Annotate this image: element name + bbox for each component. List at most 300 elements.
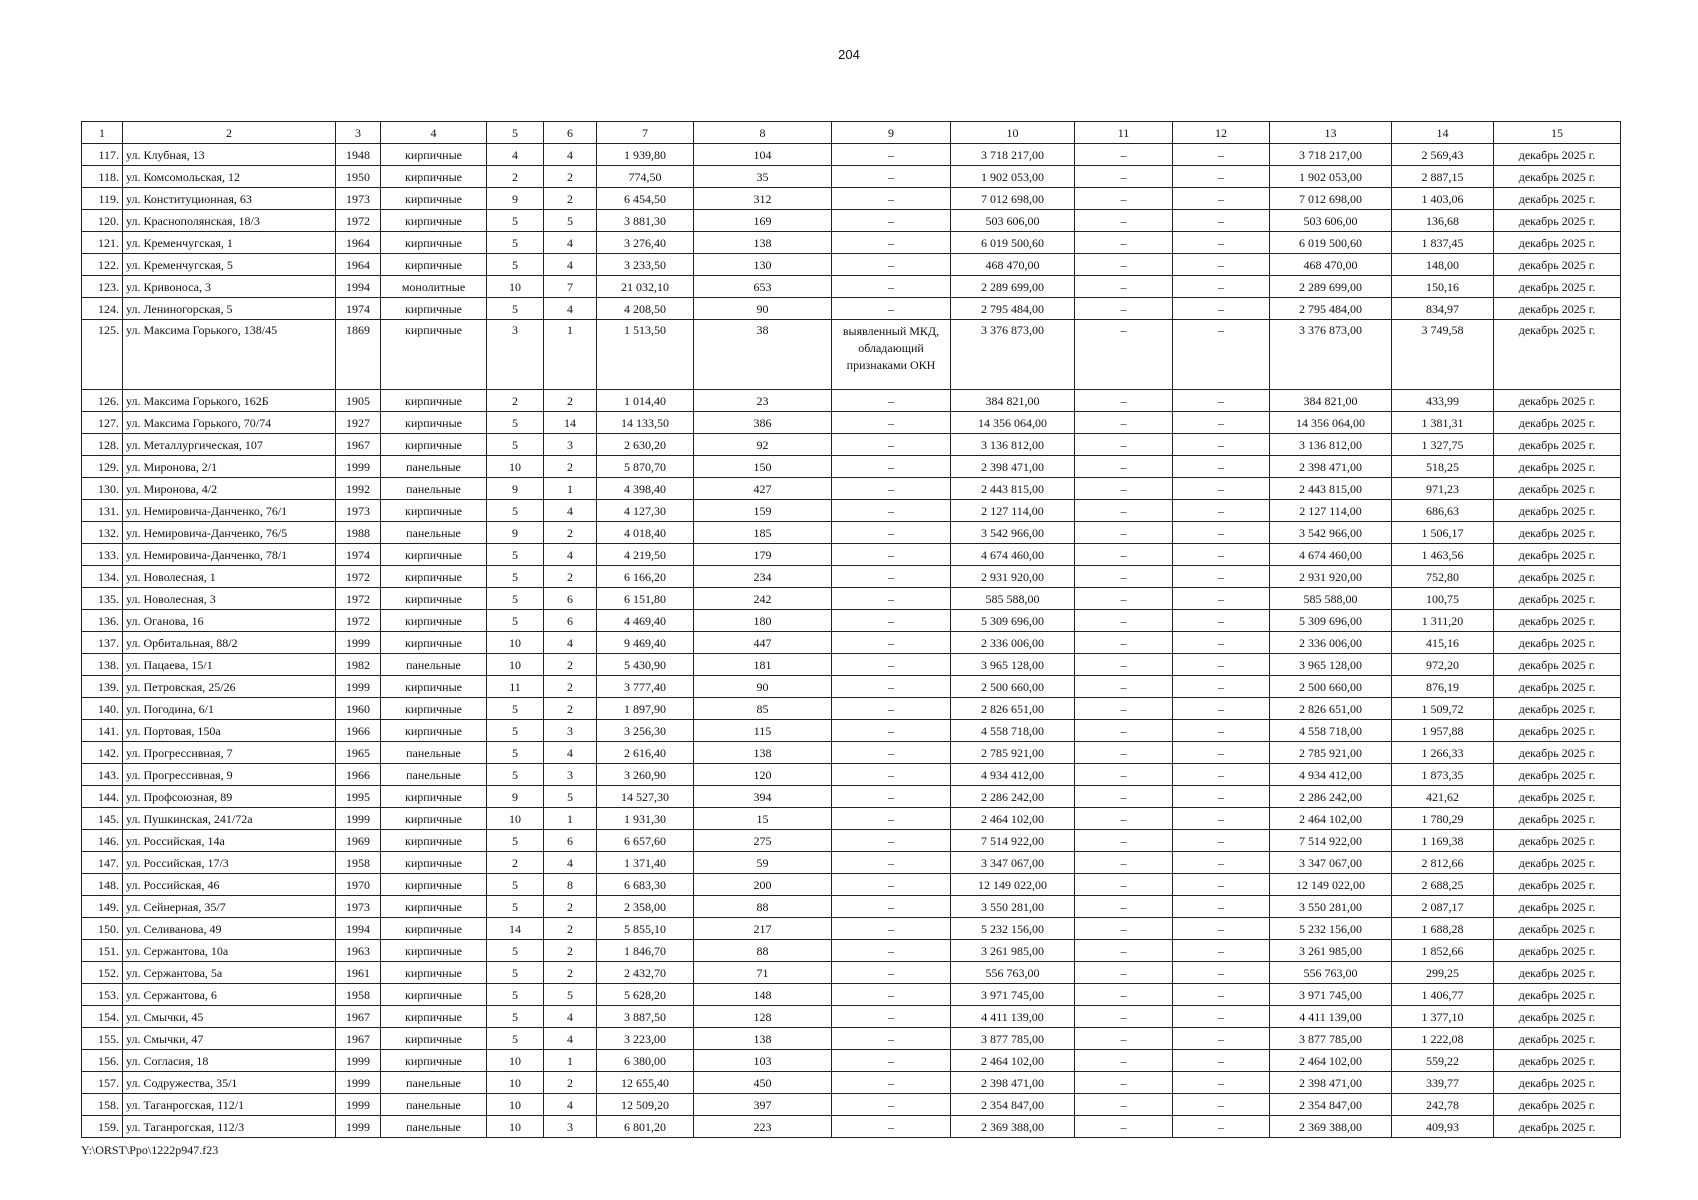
table-cell: 103 xyxy=(694,1050,832,1072)
table-cell: декабрь 2025 г. xyxy=(1494,1050,1621,1072)
table-row xyxy=(82,522,1621,544)
table-cell: панельные xyxy=(381,1094,487,1116)
table-cell: 3 718 217,00 xyxy=(951,144,1075,166)
table-cell: 5 xyxy=(487,764,544,786)
table-cell: ул. Содружества, 35/1 xyxy=(123,1072,336,1094)
table-cell: ул. Российская, 46 xyxy=(123,874,336,896)
column-number-header: 2 xyxy=(123,122,336,144)
table-cell: ул. Кривоноса, 3 xyxy=(123,276,336,298)
table-cell: 6 380,00 xyxy=(597,1050,694,1072)
table-cell: 3 223,00 xyxy=(597,1028,694,1050)
table-cell: 124. xyxy=(82,298,123,320)
table-cell: 148. xyxy=(82,874,123,896)
table-cell: – xyxy=(1173,412,1270,434)
table-cell: ул. Таганрогская, 112/3 xyxy=(123,1116,336,1138)
table-cell: 141. xyxy=(82,720,123,742)
table-cell: 4 558 718,00 xyxy=(951,720,1075,742)
table-cell: – xyxy=(832,676,951,698)
table-cell: 5 430,90 xyxy=(597,654,694,676)
table-cell: кирпичные xyxy=(381,940,487,962)
table-cell: выявленный МКД, обладающий признаками ОКН xyxy=(832,320,951,390)
table-cell: 5 xyxy=(487,720,544,742)
table-cell: ул. Новолесная, 3 xyxy=(123,588,336,610)
table-cell: – xyxy=(1075,320,1173,390)
table-cell: 559,22 xyxy=(1392,1050,1494,1072)
table-cell: 128 xyxy=(694,1006,832,1028)
table-cell: 2 785 921,00 xyxy=(1270,742,1392,764)
table-cell: декабрь 2025 г. xyxy=(1494,434,1621,456)
column-number-header: 1 xyxy=(82,122,123,144)
table-row xyxy=(82,676,1621,698)
table-cell: 150. xyxy=(82,918,123,940)
table-cell: 5 xyxy=(487,254,544,276)
table-cell: 415,16 xyxy=(1392,632,1494,654)
table-cell: 1969 xyxy=(336,830,381,852)
table-cell: – xyxy=(1075,720,1173,742)
table-cell: – xyxy=(832,1050,951,1072)
table-cell: – xyxy=(1075,298,1173,320)
table-cell: 2 785 921,00 xyxy=(951,742,1075,764)
table-cell: 120 xyxy=(694,764,832,786)
table-row xyxy=(82,720,1621,742)
table-cell: 2 xyxy=(544,566,597,588)
table-cell: – xyxy=(1173,940,1270,962)
table-cell: декабрь 2025 г. xyxy=(1494,610,1621,632)
table-cell: 3 136 812,00 xyxy=(1270,434,1392,456)
table-cell: 10 xyxy=(487,1094,544,1116)
table-cell: 117. xyxy=(82,144,123,166)
table-cell: 1958 xyxy=(336,852,381,874)
table-cell: 14 xyxy=(544,412,597,434)
table-cell: – xyxy=(1173,434,1270,456)
table-cell: 169 xyxy=(694,210,832,232)
table-cell: 1994 xyxy=(336,918,381,940)
table-cell: – xyxy=(1173,1050,1270,1072)
table-cell: 133. xyxy=(82,544,123,566)
table-cell: 1973 xyxy=(336,500,381,522)
table-cell: декабрь 2025 г. xyxy=(1494,918,1621,940)
table-cell: 10 xyxy=(487,456,544,478)
table-cell: – xyxy=(832,566,951,588)
table-cell: 2 826 651,00 xyxy=(1270,698,1392,720)
table-cell: декабрь 2025 г. xyxy=(1494,566,1621,588)
table-cell: 5 xyxy=(544,210,597,232)
table-cell: 3 877 785,00 xyxy=(1270,1028,1392,1050)
table-cell: 1927 xyxy=(336,412,381,434)
table-cell: 2 xyxy=(544,166,597,188)
table-cell: – xyxy=(832,1094,951,1116)
table-cell: – xyxy=(1075,188,1173,210)
table-cell: 180 xyxy=(694,610,832,632)
table-cell: кирпичные xyxy=(381,1028,487,1050)
table-cell: 2 xyxy=(487,390,544,412)
table-cell: 1 222,08 xyxy=(1392,1028,1494,1050)
table-cell: 2 286 242,00 xyxy=(1270,786,1392,808)
table-cell: 145. xyxy=(82,808,123,830)
table-cell: 140. xyxy=(82,698,123,720)
table-cell: – xyxy=(1173,610,1270,632)
table-cell: – xyxy=(1173,1094,1270,1116)
table-cell: – xyxy=(832,1006,951,1028)
table-cell: 1999 xyxy=(336,1050,381,1072)
table-cell: 14 356 064,00 xyxy=(951,412,1075,434)
table-cell: декабрь 2025 г. xyxy=(1494,896,1621,918)
table-cell: 7 514 922,00 xyxy=(1270,830,1392,852)
table-cell: 2 398 471,00 xyxy=(951,1072,1075,1094)
table-cell: 4 xyxy=(544,544,597,566)
table-cell: 3 xyxy=(544,764,597,786)
table-cell: – xyxy=(1075,254,1173,276)
table-cell: 152. xyxy=(82,962,123,984)
table-cell: 2 931 920,00 xyxy=(951,566,1075,588)
table-cell: 6 xyxy=(544,610,597,632)
table-cell: 5 870,70 xyxy=(597,456,694,478)
table-cell: 4 208,50 xyxy=(597,298,694,320)
table-cell: – xyxy=(1173,232,1270,254)
table-cell: 11 xyxy=(487,676,544,698)
table-cell: 144. xyxy=(82,786,123,808)
table-cell: 5 xyxy=(487,412,544,434)
table-cell: декабрь 2025 г. xyxy=(1494,852,1621,874)
table-cell: 150,16 xyxy=(1392,276,1494,298)
table-cell: – xyxy=(1075,676,1173,698)
table-cell: 1972 xyxy=(336,588,381,610)
table-cell: 138 xyxy=(694,1028,832,1050)
table-cell: 585 588,00 xyxy=(1270,588,1392,610)
column-number-header: 3 xyxy=(336,122,381,144)
table-cell: 5 855,10 xyxy=(597,918,694,940)
table-cell: 2 795 484,00 xyxy=(951,298,1075,320)
column-number-header: 14 xyxy=(1392,122,1494,144)
table-cell: – xyxy=(832,276,951,298)
table-cell: 3 347 067,00 xyxy=(951,852,1075,874)
table-cell: – xyxy=(832,144,951,166)
table-cell: – xyxy=(1075,210,1173,232)
table-cell: 217 xyxy=(694,918,832,940)
table-cell: 1999 xyxy=(336,676,381,698)
table-cell: 386 xyxy=(694,412,832,434)
table-cell: 4 xyxy=(487,144,544,166)
table-cell: – xyxy=(1075,166,1173,188)
table-cell: 3 376 873,00 xyxy=(1270,320,1392,390)
table-cell: 3 877 785,00 xyxy=(951,1028,1075,1050)
table-cell: 5 xyxy=(487,874,544,896)
table-cell: 4 674 460,00 xyxy=(1270,544,1392,566)
table-cell: декабрь 2025 г. xyxy=(1494,1116,1621,1138)
table-cell: 6 xyxy=(544,588,597,610)
table-cell: – xyxy=(1173,764,1270,786)
table-cell: 834,97 xyxy=(1392,298,1494,320)
table-cell: 1999 xyxy=(336,808,381,830)
table-cell: 518,25 xyxy=(1392,456,1494,478)
table-cell: 4 934 412,00 xyxy=(1270,764,1392,786)
table-cell: – xyxy=(1075,852,1173,874)
table-row xyxy=(82,254,1621,276)
table-cell: 275 xyxy=(694,830,832,852)
table-cell: – xyxy=(1075,456,1173,478)
table-cell: – xyxy=(1075,588,1173,610)
table-cell: – xyxy=(1173,500,1270,522)
table-cell: 100,75 xyxy=(1392,588,1494,610)
table-cell: 138. xyxy=(82,654,123,676)
table-cell: ул. Максима Горького, 138/45 xyxy=(123,320,336,390)
table-cell: – xyxy=(1075,808,1173,830)
table-cell: 15 xyxy=(694,808,832,830)
table-cell: – xyxy=(832,874,951,896)
table-cell: 1966 xyxy=(336,764,381,786)
table-cell: ул. Профсоюзная, 89 xyxy=(123,786,336,808)
table-cell: 5 xyxy=(487,698,544,720)
table-cell: 148 xyxy=(694,984,832,1006)
table-cell: 4 xyxy=(544,1006,597,1028)
table-cell: декабрь 2025 г. xyxy=(1494,544,1621,566)
table-cell: – xyxy=(1075,984,1173,1006)
table-row xyxy=(82,1028,1621,1050)
table-cell: 6 657,60 xyxy=(597,830,694,852)
table-cell: 1 688,28 xyxy=(1392,918,1494,940)
document-table xyxy=(81,121,1621,1138)
table-cell: – xyxy=(1075,764,1173,786)
table-cell: – xyxy=(1075,544,1173,566)
table-cell: 139. xyxy=(82,676,123,698)
table-cell: панельные xyxy=(381,764,487,786)
table-cell: – xyxy=(1173,1028,1270,1050)
table-row xyxy=(82,566,1621,588)
table-cell: 121. xyxy=(82,232,123,254)
table-cell: 1 403,06 xyxy=(1392,188,1494,210)
table-cell: 2 443 815,00 xyxy=(951,478,1075,500)
table-cell: 384 821,00 xyxy=(951,390,1075,412)
table-cell: 1995 xyxy=(336,786,381,808)
column-number-row xyxy=(82,122,1621,144)
table-cell: 5 xyxy=(487,544,544,566)
table-cell: ул. Миронова, 4/2 xyxy=(123,478,336,500)
table-row xyxy=(82,478,1621,500)
table-cell: – xyxy=(832,742,951,764)
table-cell: 5 xyxy=(487,434,544,456)
table-cell: 1964 xyxy=(336,232,381,254)
table-cell: 115 xyxy=(694,720,832,742)
table-cell: 2 464 102,00 xyxy=(951,1050,1075,1072)
table-cell: 90 xyxy=(694,676,832,698)
table-cell: декабрь 2025 г. xyxy=(1494,808,1621,830)
table-cell: – xyxy=(1075,1050,1173,1072)
table-cell: – xyxy=(1075,610,1173,632)
table-cell: 2 812,66 xyxy=(1392,852,1494,874)
table-cell: ул. Оганова, 16 xyxy=(123,610,336,632)
column-number-header: 6 xyxy=(544,122,597,144)
table-row xyxy=(82,1006,1621,1028)
table-cell: 339,77 xyxy=(1392,1072,1494,1094)
table-cell: 181 xyxy=(694,654,832,676)
table-cell: 138 xyxy=(694,742,832,764)
table-cell: кирпичные xyxy=(381,566,487,588)
table-cell: – xyxy=(1075,1116,1173,1138)
table-cell: 9 469,40 xyxy=(597,632,694,654)
table-cell: кирпичные xyxy=(381,720,487,742)
table-cell: 1948 xyxy=(336,144,381,166)
table-cell: 1 371,40 xyxy=(597,852,694,874)
table-cell: 2 xyxy=(544,390,597,412)
table-cell: 1961 xyxy=(336,962,381,984)
table-cell: 2 795 484,00 xyxy=(1270,298,1392,320)
table-cell: ул. Немировича-Данченко, 78/1 xyxy=(123,544,336,566)
table-cell: – xyxy=(1173,390,1270,412)
table-cell: ул. Лениногорская, 5 xyxy=(123,298,336,320)
table-cell: 4 469,40 xyxy=(597,610,694,632)
table-row xyxy=(82,940,1621,962)
table-cell: ул. Клубная, 13 xyxy=(123,144,336,166)
table-cell: декабрь 2025 г. xyxy=(1494,588,1621,610)
table-cell: – xyxy=(1075,1094,1173,1116)
table-cell: 503 606,00 xyxy=(951,210,1075,232)
table-cell: 2 xyxy=(544,654,597,676)
table-cell: 5 xyxy=(487,940,544,962)
table-cell: ул. Согласия, 18 xyxy=(123,1050,336,1072)
table-row xyxy=(82,1050,1621,1072)
table-cell: 2 464 102,00 xyxy=(1270,1050,1392,1072)
table-cell: – xyxy=(1075,1072,1173,1094)
table-cell: 556 763,00 xyxy=(1270,962,1392,984)
table-cell: ул. Максима Горького, 70/74 xyxy=(123,412,336,434)
table-cell: 1988 xyxy=(336,522,381,544)
table-row xyxy=(82,1094,1621,1116)
table-row xyxy=(82,456,1621,478)
table-cell: 2 369 388,00 xyxy=(951,1116,1075,1138)
table-cell: 147. xyxy=(82,852,123,874)
table-cell: 3 261 985,00 xyxy=(951,940,1075,962)
table-row xyxy=(82,166,1621,188)
table-cell: – xyxy=(832,632,951,654)
table-cell: 3 971 745,00 xyxy=(1270,984,1392,1006)
table-cell: – xyxy=(1173,320,1270,390)
table-cell: 421,62 xyxy=(1392,786,1494,808)
table-cell: – xyxy=(1075,144,1173,166)
table-cell: – xyxy=(1173,698,1270,720)
table-cell: 5 xyxy=(487,298,544,320)
table-cell: – xyxy=(832,412,951,434)
table-row xyxy=(82,320,1621,390)
table-cell: декабрь 2025 г. xyxy=(1494,210,1621,232)
table-cell: 92 xyxy=(694,434,832,456)
table-cell: 3 xyxy=(487,320,544,390)
table-cell: 3 749,58 xyxy=(1392,320,1494,390)
table-row xyxy=(82,298,1621,320)
table-cell: ул. Конституционная, 63 xyxy=(123,188,336,210)
table-cell: – xyxy=(832,1028,951,1050)
table-cell: – xyxy=(1075,896,1173,918)
table-cell: – xyxy=(1173,742,1270,764)
table-cell: ул. Комсомольская, 12 xyxy=(123,166,336,188)
table-cell: 10 xyxy=(487,654,544,676)
column-number-header: 10 xyxy=(951,122,1075,144)
table-cell: ул. Сержантова, 6 xyxy=(123,984,336,1006)
table-cell: 3 261 985,00 xyxy=(1270,940,1392,962)
table-cell: 151. xyxy=(82,940,123,962)
table-cell: кирпичные xyxy=(381,610,487,632)
table-cell: кирпичные xyxy=(381,434,487,456)
table-cell: панельные xyxy=(381,478,487,500)
table-cell: 1974 xyxy=(336,298,381,320)
table-cell: 3 965 128,00 xyxy=(1270,654,1392,676)
table-cell: 71 xyxy=(694,962,832,984)
table-cell: – xyxy=(1075,786,1173,808)
table-cell: 2 931 920,00 xyxy=(1270,566,1392,588)
table-cell: 2 500 660,00 xyxy=(1270,676,1392,698)
table-cell: кирпичные xyxy=(381,632,487,654)
table-cell: 4 xyxy=(544,232,597,254)
table-cell: – xyxy=(832,786,951,808)
table-cell: 242,78 xyxy=(1392,1094,1494,1116)
table-cell: – xyxy=(1075,830,1173,852)
table-cell: ул. Петровская, 25/26 xyxy=(123,676,336,698)
table-cell: 149. xyxy=(82,896,123,918)
table-cell: 5 xyxy=(487,1028,544,1050)
table-cell: – xyxy=(832,896,951,918)
table-body xyxy=(82,144,1621,1138)
table-cell: – xyxy=(1173,144,1270,166)
table-cell: – xyxy=(832,500,951,522)
table-cell: декабрь 2025 г. xyxy=(1494,188,1621,210)
table-cell: – xyxy=(1173,544,1270,566)
table-cell: – xyxy=(832,544,951,566)
table-cell: 2 127 114,00 xyxy=(1270,500,1392,522)
table-cell: 6 166,20 xyxy=(597,566,694,588)
table-cell: ул. Сержантова, 10а xyxy=(123,940,336,962)
table-cell: 2 443 815,00 xyxy=(1270,478,1392,500)
table-cell: 299,25 xyxy=(1392,962,1494,984)
footer-file-path: Y:\ORST\Ppo\1222p947.f23 xyxy=(81,1143,219,1157)
table-cell: 154. xyxy=(82,1006,123,1028)
table-cell: – xyxy=(832,1116,951,1138)
table-cell: 38 xyxy=(694,320,832,390)
table-cell: 1966 xyxy=(336,720,381,742)
table-cell: 35 xyxy=(694,166,832,188)
table-cell: 2 xyxy=(544,698,597,720)
table-cell: 686,63 xyxy=(1392,500,1494,522)
table-cell: – xyxy=(1173,456,1270,478)
table-cell: 2 xyxy=(544,456,597,478)
table-cell: 774,50 xyxy=(597,166,694,188)
table-cell: декабрь 2025 г. xyxy=(1494,232,1621,254)
table-cell: 104 xyxy=(694,144,832,166)
table-cell: 2 464 102,00 xyxy=(951,808,1075,830)
table-cell: 1972 xyxy=(336,566,381,588)
table-row xyxy=(82,786,1621,808)
table-cell: 2 887,15 xyxy=(1392,166,1494,188)
table-row xyxy=(82,610,1621,632)
table-cell: – xyxy=(1075,390,1173,412)
table-cell: – xyxy=(1075,962,1173,984)
table-cell: – xyxy=(1075,434,1173,456)
table-cell: 5 xyxy=(487,610,544,632)
table-cell: 127. xyxy=(82,412,123,434)
table-cell: 148,00 xyxy=(1392,254,1494,276)
table-cell: 223 xyxy=(694,1116,832,1138)
table-cell: 1 902 053,00 xyxy=(951,166,1075,188)
table-cell: – xyxy=(1173,632,1270,654)
table-cell: 1 837,45 xyxy=(1392,232,1494,254)
table-cell: 1999 xyxy=(336,1116,381,1138)
table-cell: – xyxy=(1173,962,1270,984)
table-cell: – xyxy=(832,918,951,940)
table-cell: 1964 xyxy=(336,254,381,276)
table-cell: 5 309 696,00 xyxy=(1270,610,1392,632)
table-row xyxy=(82,210,1621,232)
table-cell: 1982 xyxy=(336,654,381,676)
table-cell: 1 xyxy=(544,1050,597,1072)
table-cell: 14 133,50 xyxy=(597,412,694,434)
